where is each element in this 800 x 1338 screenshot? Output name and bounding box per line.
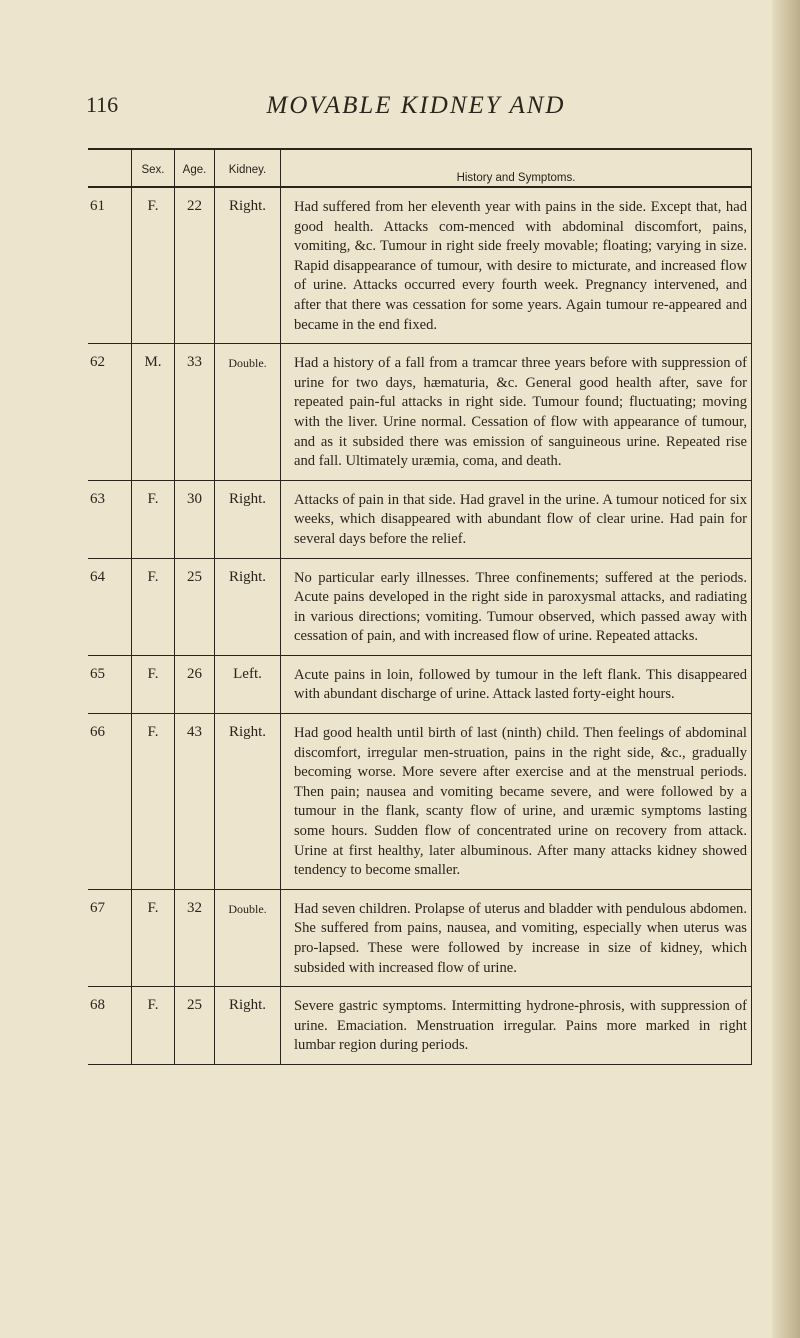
age-cell: 43: [175, 714, 215, 889]
case-number: 63: [88, 481, 132, 558]
kidney-cell: Double.: [215, 890, 281, 986]
age-cell: 33: [175, 344, 215, 480]
case-number: 67: [88, 890, 132, 986]
table-header-row: [88, 150, 752, 188]
age-cell: 25: [175, 559, 215, 655]
table-row: [88, 714, 752, 890]
table-row: [88, 188, 752, 344]
case-table: [88, 148, 752, 1065]
case-number: 65: [88, 656, 132, 713]
history-cell: Acute pains in loin, followed by tumour in the left flank. This disappeared with abundant discharge of urine. Attack lasted forty-eight hours.: [281, 656, 752, 713]
history-cell: Attacks of pain in that side. Had gravel in the urine. A tumour noticed for six weeks, which disappeared with abundant flow of clear urine. Had pain for several days before the relief.: [281, 481, 752, 558]
table-row: [88, 656, 752, 714]
table-row: [88, 890, 752, 987]
kidney-cell: Right.: [215, 714, 281, 889]
sex-cell: F.: [132, 481, 175, 558]
page-edge-shadow: [772, 0, 800, 1338]
history-cell: Had a history of a fall from a tramcar three years before with suppression of urine for two days, hæmaturia, &c. General good health after, save for repeated pain-ful attacks in right side. Tumour found; fluctuating; moving with the liver. Urine normal. Cessation of flow with appearance of tumour, and as it subsided there was emission of sanguineous urine. Repeated rise and fall. Ultimately uræmia, coma, and death.: [281, 344, 752, 480]
page-header: [86, 92, 746, 128]
sex-cell: F.: [132, 987, 175, 1064]
age-cell: 25: [175, 987, 215, 1064]
kidney-cell: Right.: [215, 559, 281, 655]
case-number: 68: [88, 987, 132, 1064]
table-row: [88, 987, 752, 1065]
table-row: [88, 481, 752, 559]
header-age: Age.: [175, 150, 215, 186]
sex-cell: F.: [132, 188, 175, 343]
case-number: 66: [88, 714, 132, 889]
page-number: 116: [86, 92, 119, 117]
kidney-cell: Right.: [215, 987, 281, 1064]
kidney-cell: Left.: [215, 656, 281, 713]
age-cell: 32: [175, 890, 215, 986]
history-cell: No particular early illnesses. Three confinements; suffered at the periods. Acute pains developed in the right side in paroxysmal attacks, and radiating in various directions; vomiting. Tumour observed, which passed away with cessation of pain, and with increased flow of urine. Repeated attacks.: [281, 559, 752, 655]
history-cell: Severe gastric symptoms. Intermitting hydrone-phrosis, with suppression of urine. Emaciation. Menstruation irregular. Pains more marked in right lumbar region during periods.: [281, 987, 752, 1064]
age-cell: 22: [175, 188, 215, 343]
case-number: 61: [88, 188, 132, 343]
table-row: [88, 559, 752, 656]
header-case-number: [88, 150, 132, 186]
age-cell: 26: [175, 656, 215, 713]
sex-cell: M.: [132, 344, 175, 480]
sex-cell: F.: [132, 559, 175, 655]
kidney-cell: Double.: [215, 344, 281, 480]
kidney-cell: Right.: [215, 481, 281, 558]
running-title: MOVABLE KIDNEY AND: [266, 92, 566, 119]
age-cell: 30: [175, 481, 215, 558]
header-history: History and Symptoms.: [281, 150, 752, 186]
case-number: 64: [88, 559, 132, 655]
sex-cell: F.: [132, 714, 175, 889]
header-kidney: Kidney.: [215, 150, 281, 186]
table-row: [88, 344, 752, 481]
case-number: 62: [88, 344, 132, 480]
history-cell: Had good health until birth of last (ninth) child. Then feelings of abdominal discomfort, irregular men-struation, pains in the right side, &c., gradually becoming worse. More severe after exercise and at the menstrual periods. Then pain; nausea and vomiting became severe, and were followed by a tumour in the flank, scanty flow of urine, and uræmic symptoms lasting some hours. Sudden flow of concentrated urine on recovery from attack. Urine at first healthy, later albuminous. After many attacks kidney showed tendency to become smaller.: [281, 714, 752, 889]
sex-cell: F.: [132, 890, 175, 986]
history-cell: Had suffered from her eleventh year with pains in the side. Except that, had good health. Attacks com-menced with abdominal discomfort, pains, vomiting, &c. Tumour in right side freely movable; floating; varying in size. Rapid disappearance of tumour, with desire to micturate, and increased flow of urine. Attacks occurred every fourth week. Pregnancy intervened, and after that there was cessation for some years. Again tumour re-appeared and became in the end fixed.: [281, 188, 752, 343]
header-sex: Sex.: [132, 150, 175, 186]
history-cell: Had seven children. Prolapse of uterus and bladder with pendulous abdomen. She suffered from pains, nausea, and vomiting, especially when uterus was pro-lapsed. These were followed by increase in size of kidney, which subsided with increased flow of urine.: [281, 890, 752, 986]
sex-cell: F.: [132, 656, 175, 713]
kidney-cell: Right.: [215, 188, 281, 343]
